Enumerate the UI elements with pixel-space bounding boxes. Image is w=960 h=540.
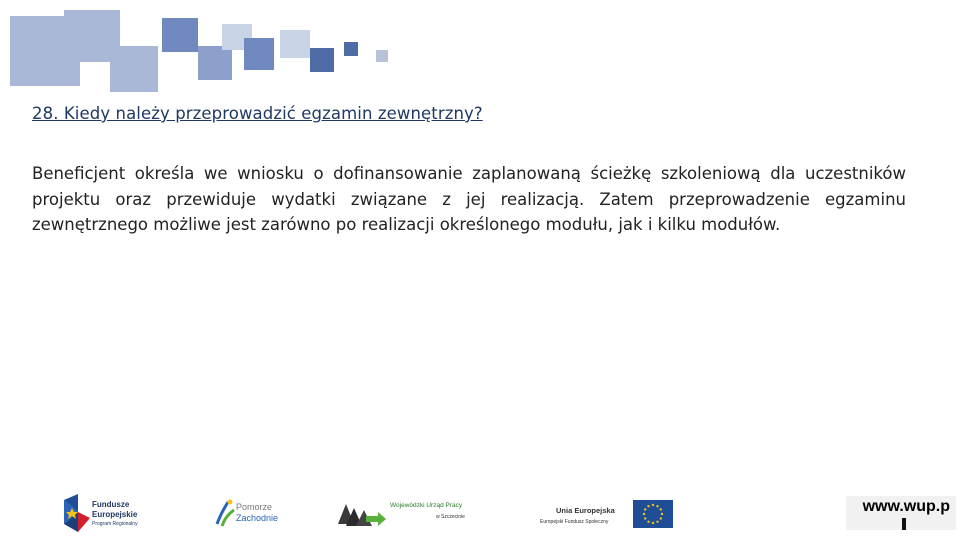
square: [280, 30, 310, 58]
footer-logos: [0, 490, 960, 540]
text-cursor-mark: [902, 518, 906, 530]
website-link[interactable]: [846, 496, 956, 530]
square: [310, 48, 334, 72]
square: [198, 46, 232, 80]
fe-logo-line3: Program Regionalny: [92, 521, 138, 527]
wup-logo-line2: w Szczecinie: [436, 514, 465, 520]
ue-logo-line1: Unia Europejska: [556, 506, 615, 515]
ue-logo-line2: Europejski Fundusz Społeczny: [540, 519, 609, 525]
square: [376, 50, 388, 62]
fe-emblem-icon: [62, 494, 90, 532]
square: [110, 46, 158, 92]
slide-title: 28. Kiedy należy przeprowadzić egzamin zewnętrzny?: [32, 104, 483, 123]
square: [162, 18, 198, 52]
website-text[interactable]: www.wup.p: [862, 498, 950, 515]
pomorze-logo-line1: Pomorze: [236, 502, 273, 512]
pomorze-emblem-icon: [214, 498, 236, 528]
wup-emblem-icon: [336, 498, 386, 528]
pomorze-zachodnie-logo: [214, 498, 284, 532]
slide-body-text: Beneficjent określa we wniosku o dofinansowanie zaplanowaną ścieżkę szkoleniową dla uczestników projektu oraz przewiduje wydatki związane z jej realizacją. Zatem przeprowadzenie egzaminu zewnętrznego możliwe jest zarówno po realizacji określonego modułu, jak i kilku modułów.: [32, 164, 906, 234]
eu-flag-icon: [633, 500, 673, 528]
wup-logo-line1: Wojewódzki Urząd Pracy: [390, 502, 463, 509]
fundusze-europejskie-logo: [62, 494, 162, 534]
square: [344, 42, 358, 56]
fe-logo-line2: Europejskie: [92, 510, 138, 519]
pomorze-logo-line2: Zachodnie: [236, 513, 279, 523]
unia-europejska-logo: [540, 500, 680, 532]
fe-logo-line1: Fundusze: [92, 500, 130, 509]
square: [244, 38, 274, 70]
wup-szczecin-logo: [336, 498, 486, 532]
